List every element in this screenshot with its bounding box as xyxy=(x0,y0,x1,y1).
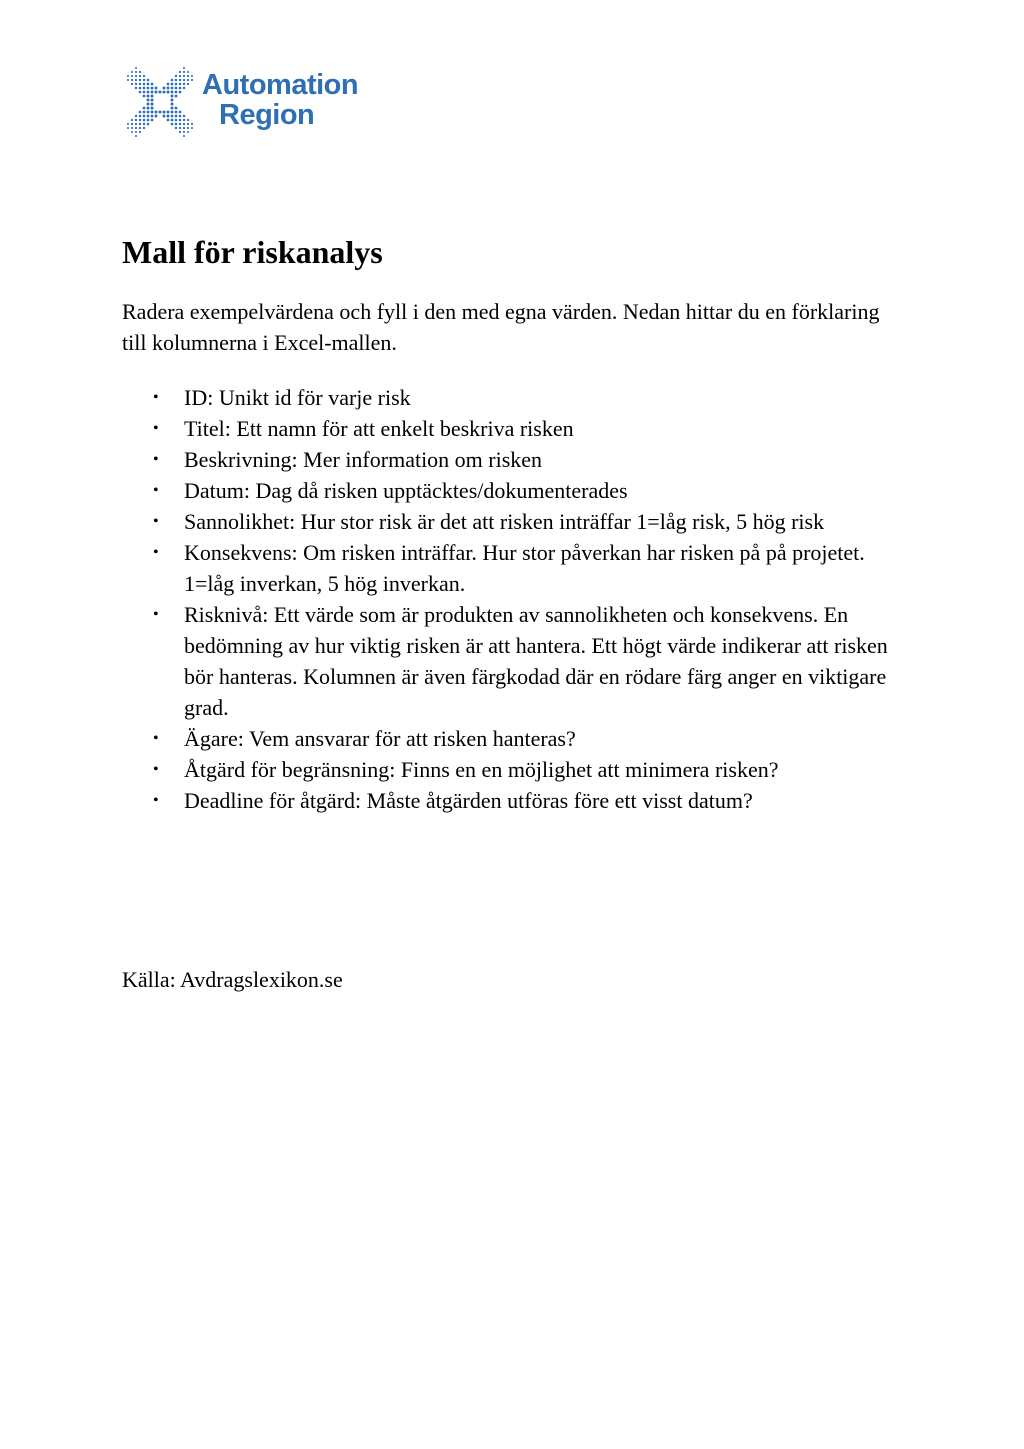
bullet-icon: • xyxy=(153,761,159,778)
list-item-text: Åtgärd för begränsning: Finns en en möjlighet att minimera risken? xyxy=(184,757,779,782)
list-item xyxy=(122,754,902,785)
automation-region-logo xyxy=(118,58,378,150)
logo-wordmark xyxy=(202,70,358,130)
list-item xyxy=(122,785,902,816)
list-item xyxy=(122,599,902,723)
list-item-text: Datum: Dag då risken upptäcktes/dokumenterades xyxy=(184,478,628,503)
list-item-text: Konsekvens: Om risken inträffar. Hur stor påverkan har risken på på projetet. 1=låg inverkan, 5 hög inverkan. xyxy=(184,540,865,596)
bullet-icon: • xyxy=(153,389,159,406)
list-item-text: Ägare: Vem ansvarar för att risken hanteras? xyxy=(184,726,576,751)
bullet-icon: • xyxy=(153,730,159,747)
list-item-text: Risknivå: Ett värde som är produkten av sannolikheten och konsekvens. En bedömning av hur viktig risken är att hantera. Ett högt värde indikerar att risken bör hanteras. Kolumnen är även färgkodad där en rödare färg anger en viktigare grad. xyxy=(184,602,888,720)
list-item xyxy=(122,413,902,444)
list-item-text: Deadline för åtgärd: Måste åtgärden utföras före ett visst datum? xyxy=(184,788,753,813)
bullet-icon: • xyxy=(153,420,159,437)
list-item xyxy=(122,506,902,537)
list-item xyxy=(122,537,902,599)
bullet-icon: • xyxy=(153,482,159,499)
list-item-text: Sannolikhet: Hur stor risk är det att risken inträffar 1=låg risk, 5 hög risk xyxy=(184,509,825,534)
list-item-text: ID: Unikt id för varje risk xyxy=(184,385,411,410)
bullet-icon: • xyxy=(153,544,159,561)
list-item-text: Titel: Ett namn för att enkelt beskriva risken xyxy=(184,416,574,441)
logo-line-1: Automation xyxy=(202,69,359,101)
bullet-icon: • xyxy=(153,513,159,530)
list-item-text: Beskrivning: Mer information om risken xyxy=(184,447,543,472)
source-note: Källa: Avdragslexikon.se xyxy=(122,967,343,992)
logo-line-2: Region xyxy=(219,99,315,131)
bullet-icon: • xyxy=(153,792,159,809)
logo-star-icon xyxy=(118,58,204,146)
bullet-icon: • xyxy=(153,606,159,623)
intro-paragraph: Radera exempelvärdena och fyll i den med egna värden. Nedan hittar du en förklaring till kolumnerna i Excel-mallen. xyxy=(122,299,880,355)
list-item xyxy=(122,475,902,506)
list-item xyxy=(122,444,902,475)
bullet-icon: • xyxy=(153,451,159,468)
page-title: Mall för riskanalys xyxy=(122,234,383,270)
column-explanation-list xyxy=(122,382,902,816)
list-item xyxy=(122,723,902,754)
list-item xyxy=(122,382,902,413)
